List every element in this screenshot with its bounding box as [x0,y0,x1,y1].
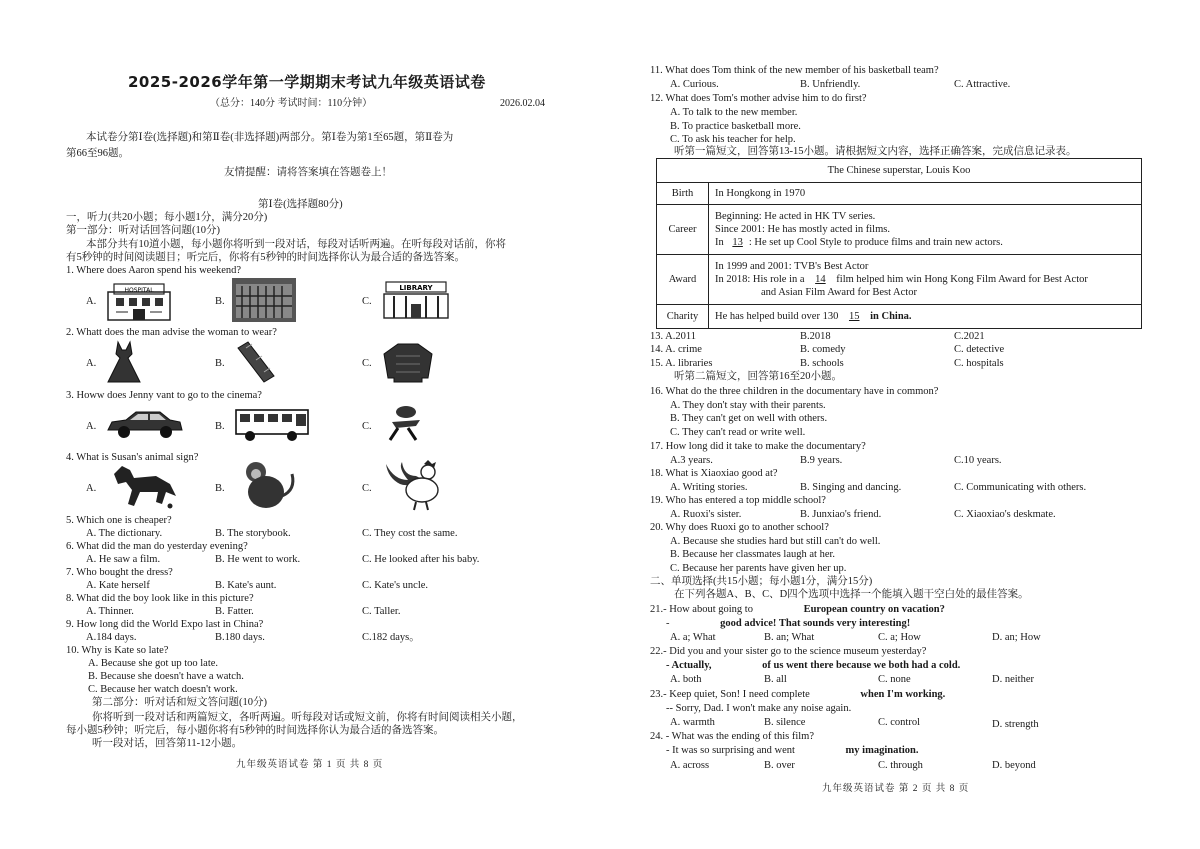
question-9: 9. How long did the World Expo last in China? [66,619,264,630]
exam-meta: （总分：140分 考试时间：110分钟） [210,98,373,109]
q12-option-a: A. To talk to the new member. [670,107,798,118]
section-1-heading: 一，听力(共20小题；每小题1分，满分20分) [66,212,268,223]
q13-option-c: C.2021 [954,331,985,342]
passage-1-instruction: 听第一篇短文，回答第13-15小题。请根据短文内容，选择正确答案，完成信息记录表。 [674,146,1077,157]
award-cell [709,255,1142,305]
birth-cell: In Hongkong in 1970 [709,183,1142,205]
part-1-desc-2: 有5秒钟的时间阅读题目；听完后，你将有5秒钟的时间选择你认为最合适的备选答案。 [66,252,465,263]
award-label: Award [657,255,709,305]
q4-option-a-letter: A. [86,483,97,494]
question-18: 18. What is Xiaoxiao good at? [650,468,778,479]
q13-option-a: 13. A.2011 [650,331,696,342]
sweater-picture [382,342,434,384]
question-17: 17. How long did it take to make the documentary? [650,441,866,452]
q3-option-b-letter: B. [215,421,225,432]
blank-15: 15 [848,310,860,322]
q6-option-c: C. He looked after his baby. [362,554,480,565]
q22-line-2-pre: - Actually, [666,660,712,671]
q7-option-c: C. Kate's uncle. [362,580,429,591]
career-line-1: Beginning: He acted in HK TV series. [715,210,876,222]
q19-option-b: B. Junxiao's friend. [800,509,882,520]
question-16: 16. What do the three children in the documentary have in common? [650,386,939,397]
q23-option-a: A. warmth [670,717,715,728]
q23-option-d: D. strength [992,719,1039,730]
info-record-table [656,158,1142,329]
q11-option-a: A. Curious. [670,79,719,90]
q21-post: European country on vacation? [803,604,945,615]
award-line-2 [715,273,1135,286]
q17-option-a: A.3 years. [670,455,713,466]
career-line-2: Since 2001: He has mostly acted in films. [715,223,890,235]
q21-option-d: D. an; How [992,632,1041,643]
q22-option-a: A. both [670,674,702,685]
q15-option-c: C. hospitals [954,358,1004,369]
q18-option-a: A. Writing stories. [670,482,748,493]
q11-option-c: C. Attractive. [954,79,1011,90]
q22-option-c: C. none [878,674,911,685]
charity-label: Charity [657,305,709,329]
q16-option-b: B. They can't get on well with others. [670,413,828,424]
career-label: Career [657,205,709,255]
part-2-desc-1: 你将听到一段对话和两篇短文，各听两遍。听每段对话或短文前，你将有时间阅读相关小题， [92,712,523,723]
q2-option-c-letter: C. [362,358,372,369]
question-19: 19. Who has entered a top middle school? [650,495,826,506]
rooster-picture [380,458,452,512]
question-2: 2. Whatt does the man advise the woman to wear? [66,327,277,338]
walking-person-picture [382,404,430,444]
q10-option-b: B. Because she doesn't have a watch. [88,671,244,682]
q21-pre: 21.- How about going to [650,604,753,615]
q23-pre: 23.- Keep quiet, Son! I need complete [650,689,810,700]
q6-option-b: B. He went to work. [215,554,301,565]
page-footer-2: 九年级英语试卷 第 2 页 共 8 页 [822,784,970,794]
q1-option-b-letter: B. [215,296,225,307]
award-line-2-post: film helped him win Hong Kong Film Award for Best Actor [836,273,1088,285]
page-footer-1: 九年级英语试卷 第 1 页 共 8 页 [236,760,384,770]
q11-option-b: B. Unfriendly. [800,79,861,90]
charity-cell [709,305,1142,329]
q20-option-c: C. Because her parents have given her up. [670,563,847,574]
question-24-line-2 [666,744,918,757]
q24-option-c: C. through [878,760,923,771]
bus-picture [234,406,310,442]
career-cell [709,205,1142,255]
award-line-2-pre: In 2018: His role in a [715,273,805,285]
q19-option-a: A. Ruoxi's sister. [670,509,742,520]
q22-line-2-post: of us went there because we both had a cold. [762,660,961,671]
q15-option-a: 15. A. libraries [650,358,713,369]
question-8: 8. What did the boy look like in this picture? [66,593,254,604]
question-12: 12. What does Tom's mother advise him to do first? [650,93,867,104]
q18-option-b: B. Singing and dancing. [800,482,902,493]
charity-pre: He has helped build over 130 [715,310,839,322]
q4-option-b-letter: B. [215,483,225,494]
q23-option-b: B. silence [764,717,806,728]
q9-option-b: B.180 days. [215,632,265,643]
q24-line-2-post: my imagination. [845,745,919,756]
reminder: 友情提醒：请将答案填在答题卷上！ [224,167,392,178]
q3-option-a-letter: A. [86,421,97,432]
q24-line-2-pre: - It was so surprising and went [666,745,795,756]
q21-line-2-text: good advice! That sounds very interesting! [720,618,911,629]
hospital-sign-text: HOSPITAL [124,287,154,294]
q23-post: when I'm working. [860,689,946,700]
q17-option-c: C.10 years. [954,455,1002,466]
award-line-1: In 1999 and 2001: TVB's Best Actor [715,260,869,272]
award-line-3: and Asian Film Award for Best Actor [761,287,917,299]
section-2-desc: 在下列各题A、B、C、D四个选项中选择一个能填入题干空白处的最佳答案。 [674,589,1029,600]
question-24: 24. - What was the ending of this film? [650,731,814,742]
library-picture [380,280,452,320]
part-2-desc-2: 每小题5秒钟；听完后，每小题你将有5秒钟的时间选择你认为最合适的备选答案。 [66,725,444,736]
horse-picture [104,462,180,510]
q14-option-a: 14. A. crime [650,344,702,355]
q16-option-a: A. They don't stay with their parents. [670,400,826,411]
section-2-heading: 二、单项选择(共15小题；每小题1分，满分15分) [650,576,873,587]
library-sign-text: LIBRARY [399,284,433,292]
table-title: The Chinese superstar, Louis Koo [657,159,1142,183]
q5-option-a: A. The dictionary. [86,528,163,539]
career-line-3-post: : He set up Cool Style to produce films and train new actors. [748,237,1003,249]
q5-option-c: C. They cost the same. [362,528,458,539]
question-6: 6. What did the man do yesterday evening? [66,541,248,552]
question-21 [650,603,945,616]
q7-option-b: B. Kate's aunt. [215,580,277,591]
q15-option-b: B. schools [800,358,844,369]
intro-line-1: 本试卷分第Ⅰ卷(选择题)和第Ⅱ卷(非选择题)两部分。第Ⅰ卷为第1至65题，第Ⅱ卷为 [86,132,454,143]
q20-option-a: A. Because she studies hard but still can't do well. [670,536,881,547]
blank-14: 14 [815,273,826,285]
question-7: 7. Who bought the dress? [66,567,173,578]
scarf-picture [234,340,278,384]
q12-option-b: B. To practice basketball more. [670,121,801,132]
q19-option-c: C. Xiaoxiao's deskmate. [954,509,1056,520]
q7-option-a: A. Kate herself [86,580,150,591]
part-2-heading: 第二部分：听对话和短文答问题(10分) [92,697,267,708]
q21-blank-2 [672,618,720,629]
q17-option-b: B.9 years. [800,455,843,466]
question-21-line-2: - good advice! That sounds very interesting! [666,618,911,629]
question-1: 1. Where does Aaron spend his weekend? [66,265,242,276]
q10-option-c: C. Because her watch doesn't work. [88,684,238,695]
part-1-heading: 第一部分：听对话回答问题(10分) [66,225,220,236]
question-3: 3. Howw does Jenny vant to go to the cinema? [66,390,262,401]
passage-2-instruction: 听第二篇短文，回答第16至20小题。 [674,371,842,382]
q24-option-b: B. over [764,760,795,771]
intro-line-2: 第66至96题。 [66,148,129,159]
question-23-line-2: -- Sorry, Dad. I won't make any noise again. [666,703,852,714]
birth-label: Birth [657,183,709,205]
q10-option-a: A. Because she got up too late. [88,658,219,669]
q13-option-b: B.2018 [800,331,831,342]
q21-option-a: A. a; What [670,632,716,643]
question-22-line-2 [666,659,960,672]
q12-option-c: C. To ask his teacher for help. [670,134,796,145]
q1-option-c-letter: C. [362,296,372,307]
dress-picture [104,340,144,384]
q23-blank [812,689,860,700]
car-picture [104,406,184,442]
q14-option-c: C. detective [954,344,1005,355]
question-23 [650,688,945,701]
q21-option-c: C. a; How [878,632,921,643]
q8-option-b: B. Fatter. [215,606,254,617]
q5-option-b: B. The storybook. [215,528,291,539]
q9-option-c: C.182 days。 [362,632,420,643]
career-line-3-pre: In [715,237,724,249]
q24-option-a: A. across [670,760,710,771]
q24-option-d: D. beyond [992,760,1036,771]
q20-option-b: B. Because her classmates laugh at her. [670,549,836,560]
charity-post: in China. [870,310,912,322]
question-11: 11. What does Tom think of the new member of his basketball team? [650,65,939,76]
q6-option-a: A. He saw a film. [86,554,161,565]
question-4: 4. What is Susan's animal sign? [66,452,199,463]
volume-1-heading: 第Ⅰ卷(选择题80分) [258,199,343,210]
question-10: 10. Why is Kate so late? [66,645,169,656]
q2-option-b-letter: B. [215,358,225,369]
q24-blank [798,745,846,756]
career-line-3 [715,236,1135,249]
blank-13: 13 [732,237,743,249]
q23-option-c: C. control [878,717,920,728]
q14-option-b: B. comedy [800,344,846,355]
part-2-desc-3: 听一段对话，回答第11-12小题。 [92,738,243,749]
q21-option-b: B. an; What [764,632,815,643]
q21-blank-1 [756,604,804,615]
question-22: 22.- Did you and your sister go to the science museum yesterday? [650,646,927,657]
q16-option-c: C. They can't read or write well. [670,427,806,438]
question-20: 20. Why does Ruoxi go to another school? [650,522,829,533]
monkey-picture [234,460,300,510]
q18-option-c: C. Communicating with others. [954,482,1087,493]
exam-title: 2025-2026学年第一学期期末考试九年级英语试卷 [128,73,486,91]
q22-option-d: D. neither [992,674,1034,685]
q8-option-a: A. Thinner. [86,606,134,617]
part-1-desc-1: 本部分共有10道小题，每小题你将听到一段对话，每段对话听两遍。在听每段对话前，你将 [86,239,506,250]
q1-option-a-letter: A. [86,296,97,307]
q8-option-c: C. Taller. [362,606,401,617]
question-5: 5. Which one is cheaper? [66,515,172,526]
hospital-picture [104,280,174,322]
q4-option-c-letter: C. [362,483,372,494]
q22-blank [712,660,760,671]
q3-option-c-letter: C. [362,421,372,432]
building-picture [232,278,296,322]
q22-option-b: B. all [764,674,787,685]
q9-option-a: A.184 days. [86,632,137,643]
q2-option-a-letter: A. [86,358,97,369]
exam-page-2 [600,0,1200,849]
exam-date: 2026.02.04 [500,98,545,109]
